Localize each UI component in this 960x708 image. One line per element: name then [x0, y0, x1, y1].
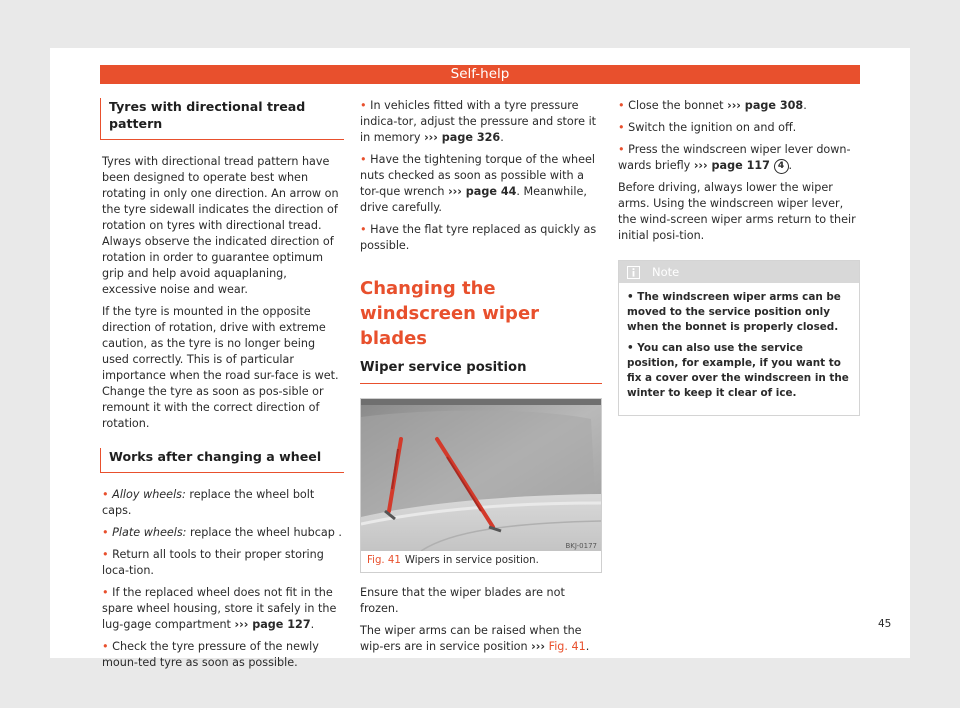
info-icon — [627, 266, 640, 279]
wiper-service-illustration — [361, 399, 601, 551]
bullet-icon: • — [360, 223, 367, 236]
list-item: • In vehicles fitted with a tyre pressure indica-tor, adjust the pressure and store it in memory ››› page 326. — [360, 99, 597, 144]
list-item: • Return all tools to their proper storing loca-tion. — [102, 548, 324, 577]
figure-code: BKJ-0177 — [565, 542, 597, 550]
bullet-icon: • — [360, 99, 367, 112]
paragraph: The wiper arms can be raised when the wip-ers are in service position ››› Fig. 41. — [360, 624, 590, 653]
figure-reference-link[interactable]: Fig. 41 — [545, 640, 586, 653]
list-item: • Plate wheels: replace the wheel hubcap . — [102, 526, 342, 539]
bullet-icon: • — [102, 548, 109, 561]
page-reference-link[interactable]: ››› page 117 — [693, 159, 770, 172]
bullet-icon: • — [360, 153, 367, 166]
page-reference-link[interactable]: ››› page 44 — [448, 185, 517, 198]
list-item: • Check the tyre pressure of the newly moun-ted tyre as soon as possible. — [102, 640, 319, 669]
figure-caption: Fig. 41 Wipers in service position. — [367, 555, 539, 566]
bullet-icon: • — [102, 640, 109, 653]
section-title-works-after-change: Works after changing a wheel — [100, 448, 344, 473]
chapter-header: Self-help — [100, 65, 860, 84]
note-item: • You can also use the service position, for example, if you want to fix a cover over the windscreen in the winter to keep it clear of ice. — [627, 342, 849, 399]
bullet-icon: • — [618, 143, 625, 156]
bullet-icon: • — [627, 342, 634, 354]
page-reference-link[interactable]: ››› page 127 — [234, 618, 311, 631]
list-item: • Have the tightening torque of the wheel nuts checked as soon as possible with a tor-que wrench ››› page 44. Meanwhile, drive carefully. — [360, 153, 595, 214]
page-reference-link[interactable]: ››› page 326 — [424, 131, 501, 144]
section-title-wiper-service: Wiper service position — [360, 359, 602, 384]
list-item: • Alloy wheels: replace the wheel bolt caps. — [102, 488, 315, 517]
chapter-title-wiper-blades: Changing the windscreen wiper blades — [360, 278, 540, 349]
list-item: • Switch the ignition on and off. — [618, 121, 797, 134]
bullet-icon: • — [102, 488, 109, 501]
column-2 — [360, 98, 602, 661]
callout-number: 4 — [774, 159, 789, 174]
paragraph: Ensure that the wiper blades are not frozen. — [360, 586, 565, 615]
figure-41 — [360, 398, 602, 573]
bullet-icon: • — [627, 291, 634, 303]
bullet-icon: • — [618, 99, 625, 112]
note-header — [619, 261, 859, 283]
column-1 — [102, 98, 344, 677]
list-item: • Have the flat tyre replaced as quickly as possible. — [360, 223, 597, 252]
note-body — [619, 283, 859, 415]
page-reference-link[interactable]: ››› page 308 — [727, 99, 804, 112]
section-title-directional-tread: Tyres with directional tread pattern — [100, 98, 344, 140]
note-item: • The windscreen wiper arms can be moved to the service position only when the bonnet is properly closed. — [627, 291, 841, 333]
list-item: • If the replaced wheel does not fit in the spare wheel housing, store it safely in the lug-gage compartment ››› page 127. — [102, 586, 337, 631]
list-item: • Close the bonnet ››› page 308. — [618, 99, 807, 112]
note-box — [618, 260, 860, 416]
paragraph: Before driving, always lower the wiper arms. Using the windscreen wiper lever, the wind-screen wiper arms return to their initial posi-tion. — [618, 181, 856, 242]
column-3 — [618, 98, 860, 416]
paragraph: Tyres with directional tread pattern have been designed to operate best when rotating in only one direction. An arrow on the tyre sidewall indicates the direction of rotation on tyres with directional tread. Always observe the indicated direction of rotation in order to guarantee optimum grip and help avoid aquaplaning, excessive noise and wear. — [102, 155, 339, 296]
note-title: Note — [652, 265, 680, 279]
page-number: 45 — [878, 618, 892, 630]
paragraph: If the tyre is mounted in the opposite direction of rotation, drive with extreme caution, as the tyre is no longer being used correctly. This is of particular importance when the road sur-face is wet. Change the tyre as soon as pos-sible or remount it with the correct direction of rotation. — [102, 305, 339, 430]
bullet-icon: • — [618, 121, 625, 134]
bullet-icon: • — [102, 526, 109, 539]
list-item: • Press the windscreen wiper lever down-wards briefly ››› page 117 4 . — [618, 143, 851, 172]
bullet-icon: • — [102, 586, 109, 599]
